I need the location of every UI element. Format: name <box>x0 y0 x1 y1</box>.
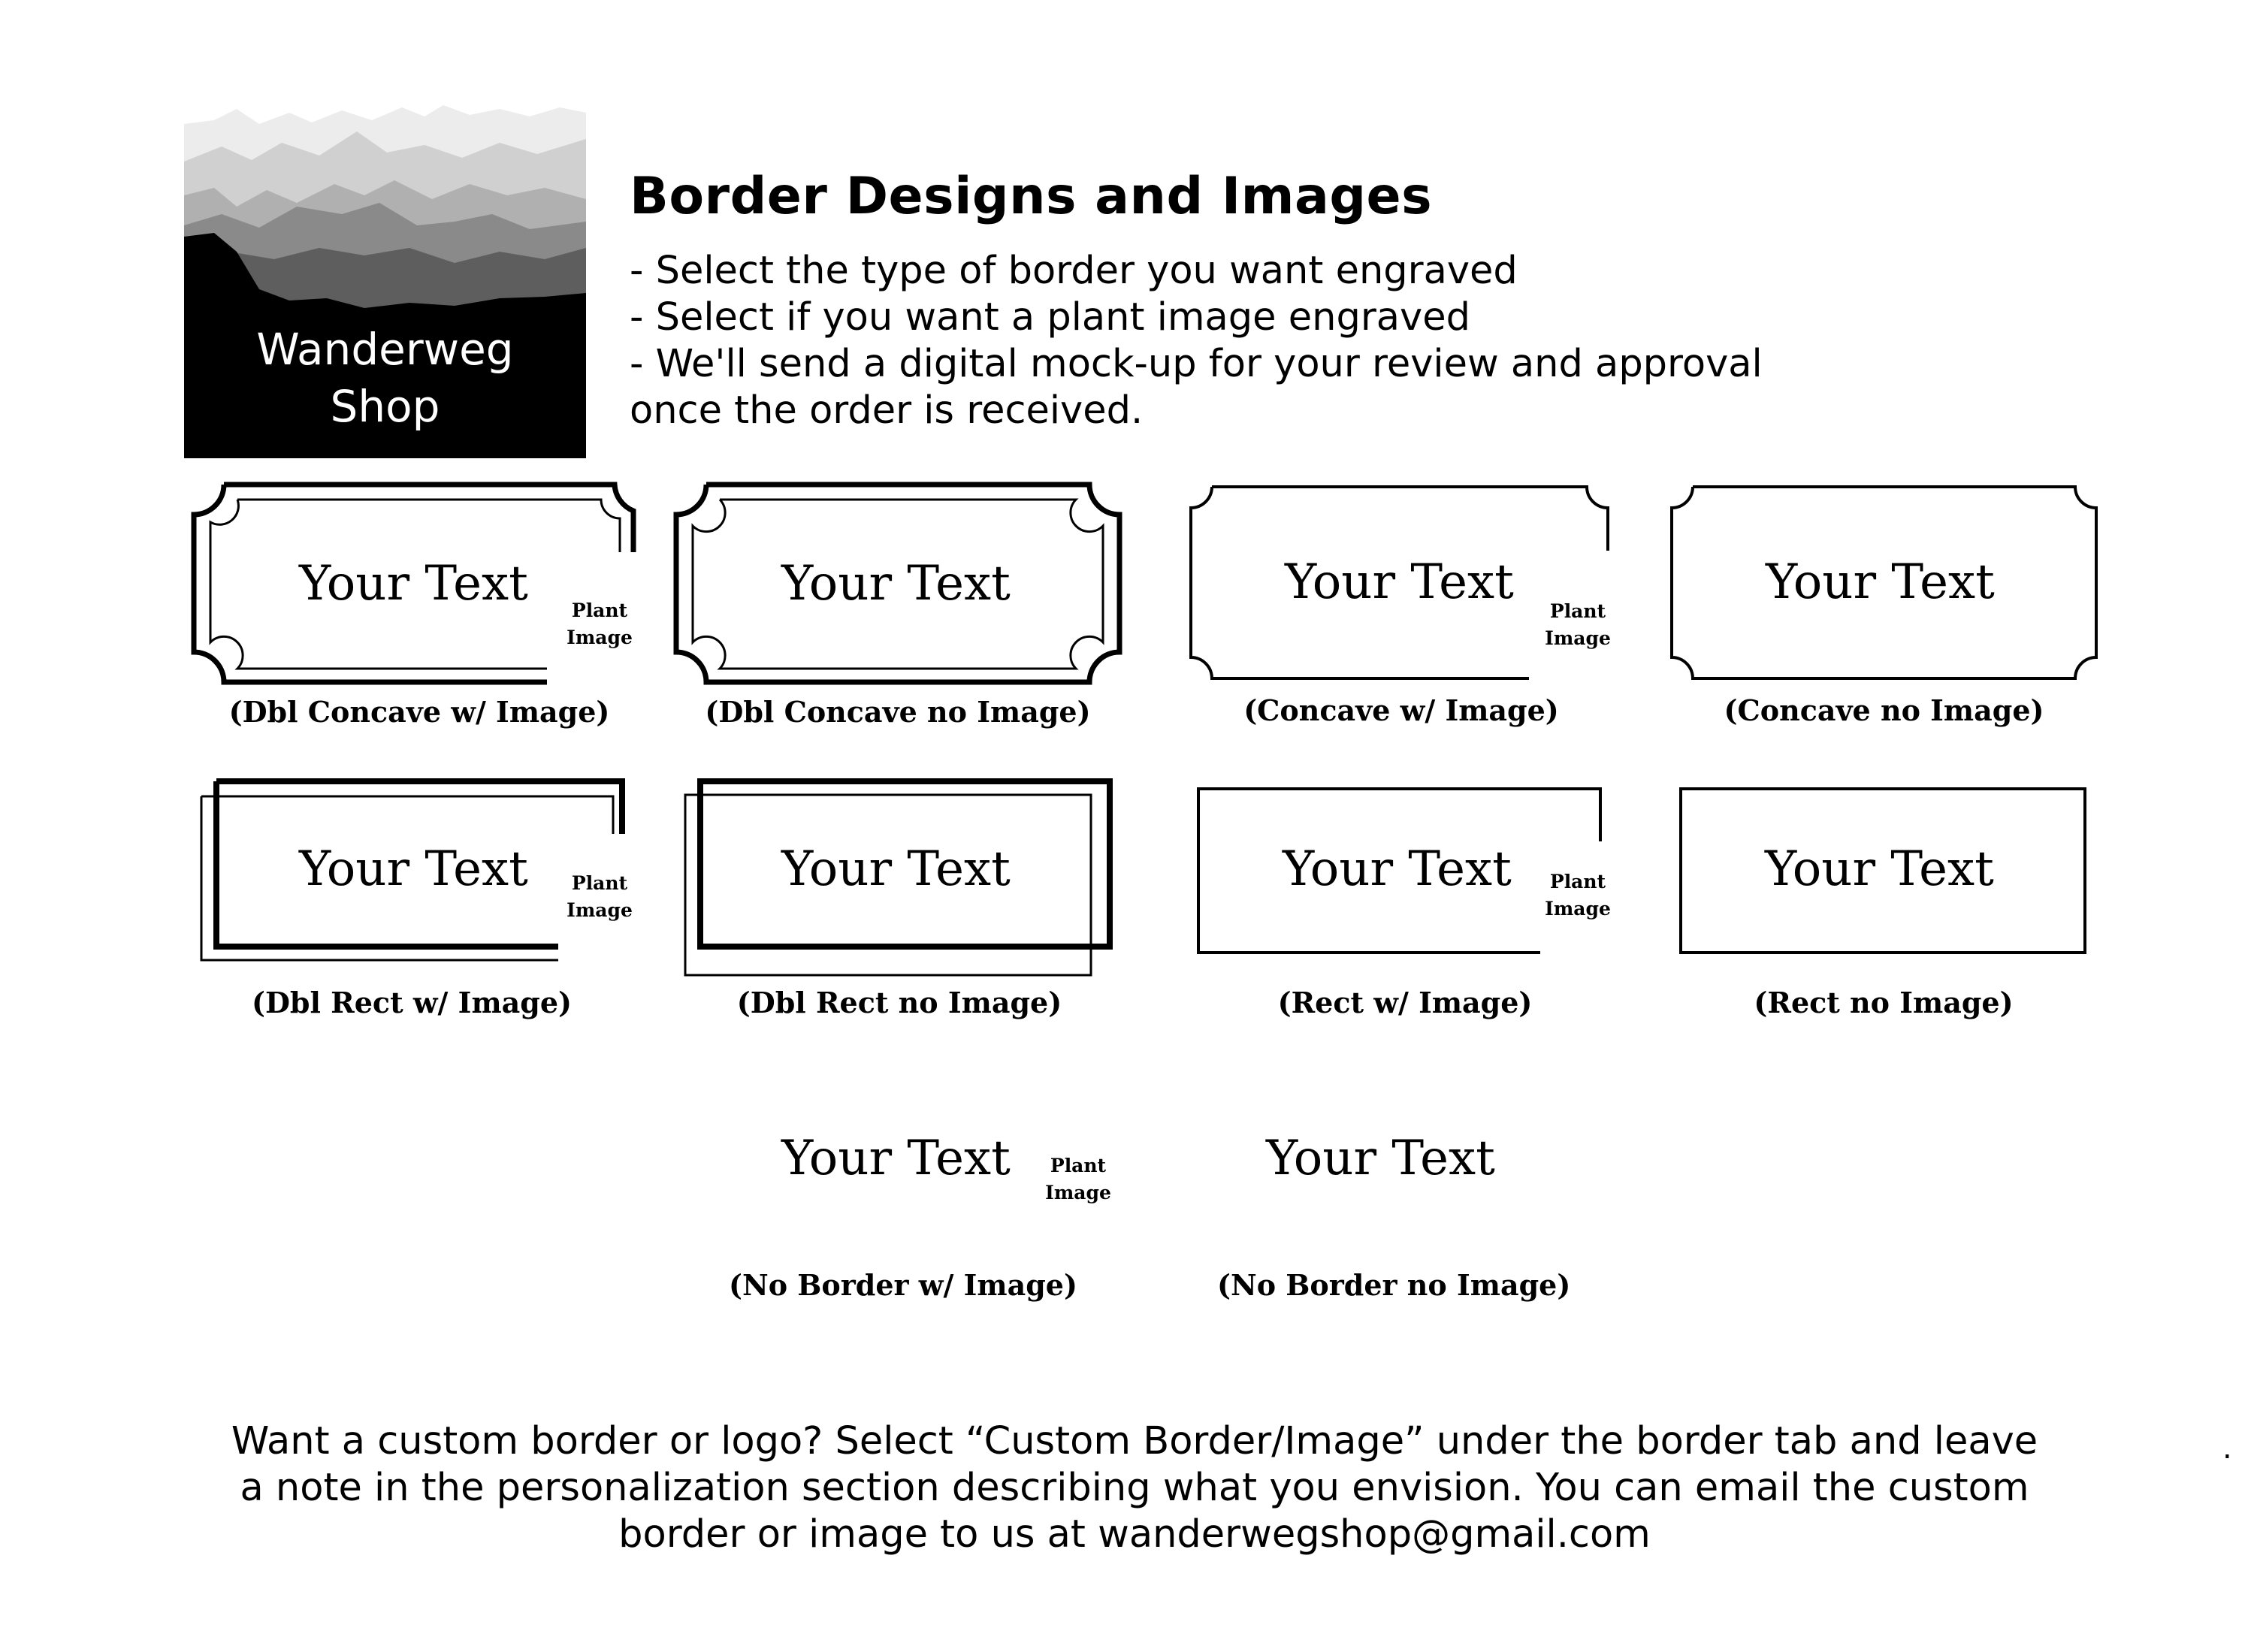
sample-text: Your Text <box>1266 1131 1495 1186</box>
plant-image-label <box>562 870 637 924</box>
trailing-mark: . <box>2222 1431 2232 1466</box>
sample-text: Your Text <box>781 841 1011 897</box>
sample-text: Your Text <box>1285 554 1514 610</box>
plant-label-line1: Plant <box>571 599 628 621</box>
design-caption: (No Border w/ Image) <box>729 1268 1077 1302</box>
design-concave-with-image <box>1191 487 1612 750</box>
page-title: Border Designs and Images <box>630 167 1433 226</box>
design-caption: (Dbl Rect w/ Image) <box>252 986 572 1019</box>
design-caption: (Rect w/ Image) <box>1277 986 1533 1019</box>
design-caption: (Dbl Rect no Image) <box>736 986 1062 1019</box>
design-no-border-with-image <box>729 1127 1150 1322</box>
instruction-line: once the order is received. <box>630 388 1144 433</box>
plant-image-label <box>562 597 637 651</box>
plant-label-line1: Plant <box>1549 871 1606 892</box>
plant-label-line2: Image <box>1545 627 1611 649</box>
design-dbl-concave-no-image <box>676 485 1119 747</box>
wanderweg-logo <box>184 101 586 458</box>
plant-label-line2: Image <box>567 627 633 648</box>
design-rect-with-image <box>1198 789 1612 1044</box>
design-caption: (No Border no Image) <box>1217 1268 1571 1302</box>
design-caption: (Rect no Image) <box>1754 986 2014 1019</box>
instruction-line: - We'll send a digital mock-up for your review and approval <box>630 342 1763 386</box>
sample-text: Your Text <box>1765 841 1994 897</box>
footer-note <box>150 1418 2119 1558</box>
design-dbl-concave-with-image <box>194 485 645 747</box>
instruction-line: - Select if you want a plant image engraved <box>630 295 1470 340</box>
plant-image-label <box>1540 868 1615 923</box>
plant-image-label <box>1540 598 1615 652</box>
design-dbl-rect-no-image <box>685 781 1113 1044</box>
plant-label-line1: Plant <box>571 872 628 894</box>
plant-label-line2: Image <box>1045 1182 1111 1204</box>
sample-text: Your Text <box>781 556 1011 612</box>
plant-label-line1: Plant <box>1050 1155 1107 1176</box>
sample-text: Your Text <box>299 841 528 897</box>
sample-text: Your Text <box>299 556 528 612</box>
sample-text: Your Text <box>1283 841 1512 897</box>
design-caption: (Dbl Concave no Image) <box>705 695 1091 729</box>
plant-label-line1: Plant <box>1549 600 1606 622</box>
instruction-line: - Select the type of border you want engraved <box>630 249 1518 293</box>
design-no-border-no-image <box>1217 1127 1571 1322</box>
footer-line: a note in the personalization section describing what you envision. You can email the custom <box>240 1466 2029 1510</box>
logo-line2: Shop <box>330 381 440 432</box>
footer-line: Want a custom border or logo? Select “Custom Border/Image” under the border tab and leave <box>231 1419 2038 1463</box>
design-caption: (Concave w/ Image) <box>1243 693 1559 727</box>
design-dbl-rect-with-image <box>201 781 637 1044</box>
design-caption: (Dbl Concave w/ Image) <box>228 695 610 729</box>
plant-image-label <box>1041 1152 1116 1207</box>
design-rect-no-image <box>1681 789 2086 1044</box>
sample-text: Your Text <box>781 1131 1011 1186</box>
plant-label-line2: Image <box>1545 898 1611 920</box>
design-concave-no-image <box>1672 487 2096 750</box>
footer-line: border or image to us at wanderwegshop@gmail.com <box>618 1512 1651 1557</box>
sample-text: Your Text <box>1766 554 1995 610</box>
plant-label-line2: Image <box>567 899 633 921</box>
instructions <box>630 248 1832 434</box>
design-caption: (Concave no Image) <box>1724 693 2044 727</box>
logo-line1: Wanderweg <box>256 324 514 375</box>
